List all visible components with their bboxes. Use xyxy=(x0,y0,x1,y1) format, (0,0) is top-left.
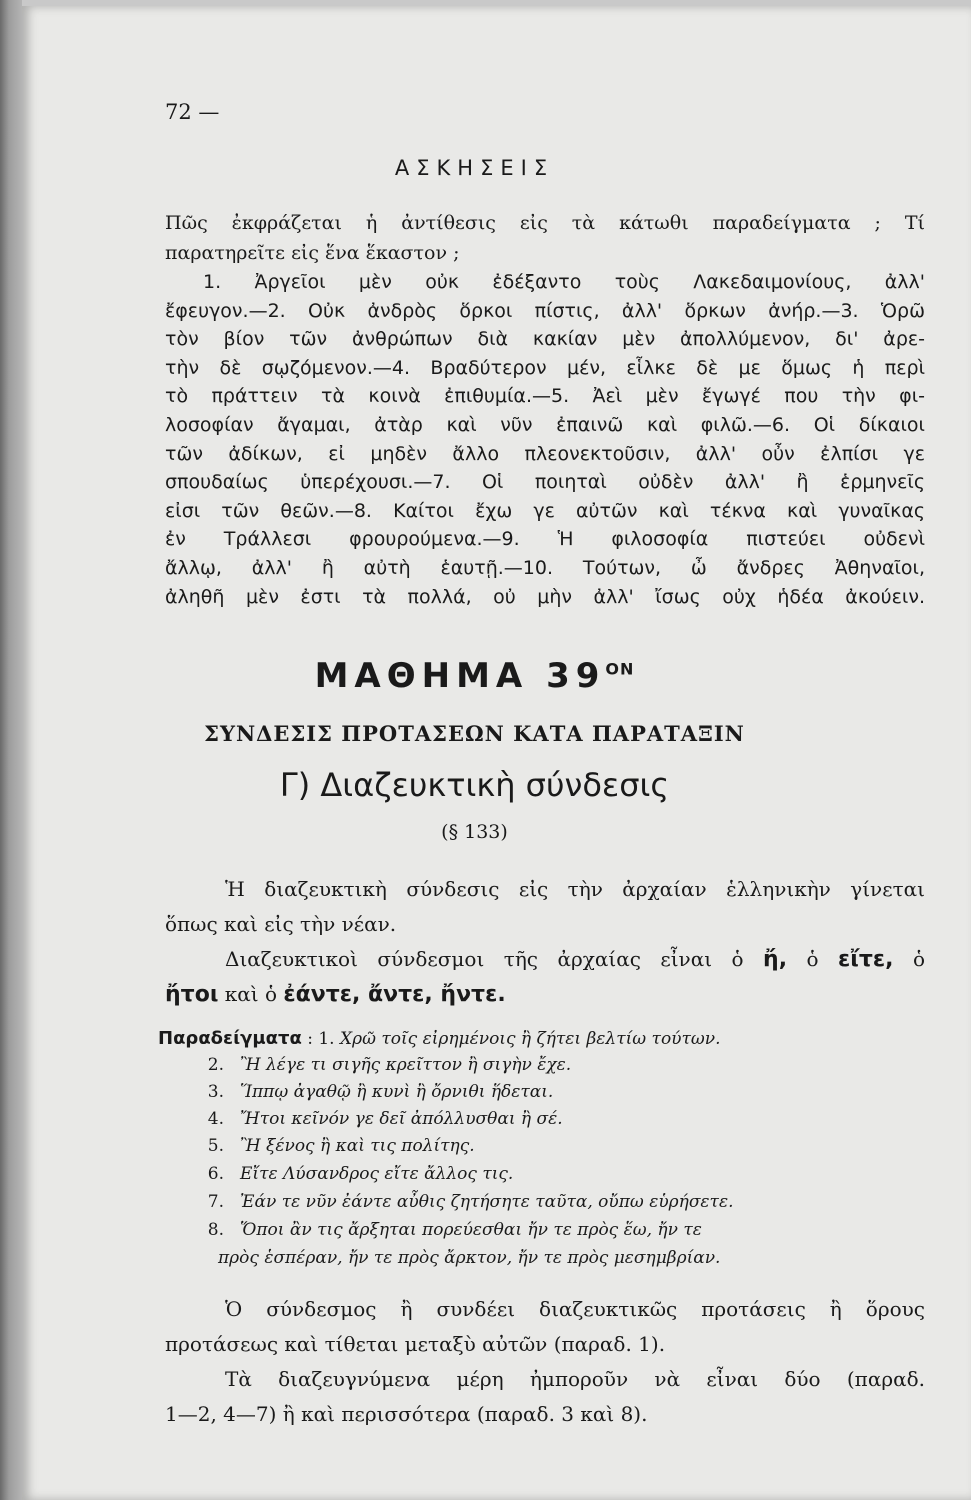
text-line: Πῶς ἐκφράζεται ἡ ἀντίθεσις εἰς τὰ κάτωθι παραδείγματα ; Τί xyxy=(165,212,925,234)
exercises-intro xyxy=(165,208,925,268)
example-text: Εἴτε Λύσανδρος εἴτε ἄλλος τις. xyxy=(240,1164,514,1184)
text-span: καὶ ὁ xyxy=(224,982,277,1006)
example-number: 7. xyxy=(207,1192,224,1212)
text-span: ὁ xyxy=(806,947,819,971)
closing-paragraph xyxy=(165,1292,925,1432)
lesson-title xyxy=(0,656,949,696)
text-line: τὸ πράττειν τὰ κοινὰ ἐπιθυμία.—5. Ἀεὶ μὲν ἔγωγέ που τὴν φι- xyxy=(165,385,925,408)
text-line: εἰσι τῶν θεῶν.—8. Καίτοι ἔχω γε αὐτῶν καὶ τέκνα καὶ γυναῖκας xyxy=(165,499,925,522)
example-item xyxy=(192,1136,475,1156)
text-line xyxy=(165,977,925,1012)
text-line: ἔφευγον.—2. Οὐκ ἀνδρὸς ὅρκοι πίστις, ἀλλ' ὅρκων ἀνήρ.—3. Ὁρῶ xyxy=(165,299,925,322)
text-line: προτάσεως καὶ τίθεται μεταξὺ αὐτῶν (παραδ. 1). xyxy=(165,1332,666,1356)
example-number: 8. xyxy=(207,1220,224,1240)
text-line: Τὰ διαζευγνύμενα μέρη ἠμποροῦν νὰ εἶναι δύο (παραδ. xyxy=(225,1367,925,1391)
lesson-number-suffix: ΟΝ xyxy=(605,659,635,679)
text-line: σπουδαίως ὑπερέχουσι.—7. Οἱ ποιηταὶ οὐδὲν ἀλλ' ἢ ἑρμηνεῖς xyxy=(165,471,925,494)
text-line: ὅπως καὶ εἰς τὴν νέαν. xyxy=(165,912,397,936)
example-text: Ὅποι ἂν τις ἄρξηται πορεύεσθαι ἤν τε πρὸς ἕω, ἤν τε xyxy=(240,1220,702,1240)
example-item xyxy=(192,1109,563,1129)
conjunction-eante: ἐάντε, ἄντε, ἤντε. xyxy=(283,982,506,1007)
example-item-continued xyxy=(218,1248,720,1268)
example-text: Ἵππῳ ἀγαθῷ ἢ κυνὶ ἢ ὄρνιθι ἥδεται. xyxy=(240,1082,554,1102)
text-line: τὸν βίον τῶν ἀνθρώπων διὰ κακίαν μὲν ἀπολλύμενον, δι' ἀρε- xyxy=(165,328,925,351)
example-item: Παραδείγματα : 1. Χρῶ τοῖς εἰρημένοις ἢ ζήτει βελτίω τούτων. xyxy=(158,1028,721,1049)
example-number: 1. xyxy=(318,1029,335,1049)
example-item xyxy=(192,1220,702,1240)
example-item xyxy=(192,1055,571,1075)
text-line: ἄλλῳ, ἀλλ' ἢ αὐτὴ ἑαυτῇ.—10. Τούτων, ὦ ἄνδρες Ἀθηναῖοι, xyxy=(165,556,925,579)
example-text: Ἐάν τε νῦν ἐάντε αὖθις ζητήσητε ταῦτα, οὔπω εὑρήσετε. xyxy=(240,1192,734,1212)
text-line: παρατηρεῖτε εἰς ἕνα ἕκαστον ; xyxy=(165,242,460,264)
example-number: 2. xyxy=(207,1055,224,1075)
page-binding-edge xyxy=(0,0,22,1500)
subsection-title: Γ) Διαζευκτικὴ σύνδεσις xyxy=(279,766,670,804)
example-item xyxy=(192,1192,734,1212)
body-paragraph-2 xyxy=(165,942,925,1012)
document-page xyxy=(22,6,971,1500)
example-number: 3. xyxy=(207,1082,224,1102)
example-text: Χρῶ τοῖς εἰρημένοις ἢ ζήτει βελτίω τούτων. xyxy=(340,1029,721,1049)
page-number: 72 — xyxy=(165,100,220,124)
text-line: Ἡ διαζευκτικὴ σύνδεσις εἰς τὴν ἀρχαίαν ἑλληνικὴν γίνεται xyxy=(225,877,925,901)
example-number: 5. xyxy=(207,1136,224,1156)
text-line: τὴν δὲ σῳζόμενον.—4. Βραδύτερον μέν, εἷλκε δὲ με ὅμως ἡ περὶ xyxy=(165,356,925,379)
example-text: Ἢ ξένος ἢ καὶ τις πολίτης. xyxy=(240,1136,475,1156)
lesson-title-word: ΜΑΘΗΜΑ xyxy=(314,656,529,696)
text-line: τῶν ἀδίκων, εἰ μηδὲν ἄλλο πλεονεκτοῦσιν, ἀλλ' οὖν ἐλπίσι γε xyxy=(165,442,925,465)
exercises-text xyxy=(165,268,925,611)
text-line xyxy=(165,942,925,977)
text-line: Ὁ σύνδεσμος ἢ συνδέει διαζευκτικῶς προτάσεις ἢ ὅρους xyxy=(225,1297,925,1321)
example-number: 6. xyxy=(207,1164,224,1184)
text-line: ἐν Τράλλεσι φρουρούμενα.—9. Ἡ φιλοσοφία πιστεύει οὐδενὶ xyxy=(165,528,925,551)
example-item xyxy=(192,1082,553,1102)
example-item xyxy=(192,1164,513,1184)
text-line: 1—2, 4—7) ἢ καὶ περισσότερα (παραδ. 3 καὶ 8). xyxy=(165,1402,648,1426)
text-span: Διαζευκτικοὶ σύνδεσμοι τῆς ἀρχαίας εἶναι ὁ xyxy=(225,947,744,971)
lesson-number: 39 xyxy=(546,656,606,696)
example-text: Ἤτοι κεῖνόν γε δεῖ ἀπόλλυσθαι ἢ σέ. xyxy=(240,1109,563,1129)
examples-label: Παραδείγματα xyxy=(158,1028,302,1049)
section-reference: (§ 133) xyxy=(441,821,508,843)
text-span: ὁ xyxy=(912,947,925,971)
conjunction-eite: εἴτε, xyxy=(838,947,894,972)
example-text: πρὸς ἑσπέραν, ἤν τε πρὸς ἄρκτον, ἤν τε πρὸς μεσημβρίαν. xyxy=(218,1248,721,1268)
example-text: Ἢ λέγε τι σιγῆς κρεῖττον ἢ σιγὴν ἔχε. xyxy=(240,1055,572,1075)
example-number: 4. xyxy=(207,1109,224,1129)
text-line: 1. Ἀργεῖοι μὲν οὐκ ἐδέξαντο τοὺς Λακεδαιμονίους, ἀλλ' xyxy=(203,271,925,293)
section-title: ΣΥΝΔΕΣΙΣ ΠΡΟΤΑΣΕΩΝ ΚΑΤΑ ΠΑΡΑΤΑΞΙΝ xyxy=(204,721,745,746)
exercises-title: ΑΣΚΗΣΕΙΣ xyxy=(394,156,555,180)
conjunction-e: ἤ, xyxy=(763,947,788,972)
body-paragraph-1 xyxy=(165,872,925,942)
text-line: ἀληθῆ μὲν ἐστι τὰ πολλά, οὐ μὴν ἀλλ' ἴσως οὐχ ἡδέα ἀκούειν. xyxy=(165,585,925,608)
text-line: λοσοφίαν ἄγαμαι, ἀτὰρ καὶ νῦν ἐπαινῶ καὶ φιλῶ.—6. Οἱ δίκαιοι xyxy=(165,413,925,436)
conjunction-etoi: ἤτοι xyxy=(165,982,219,1007)
